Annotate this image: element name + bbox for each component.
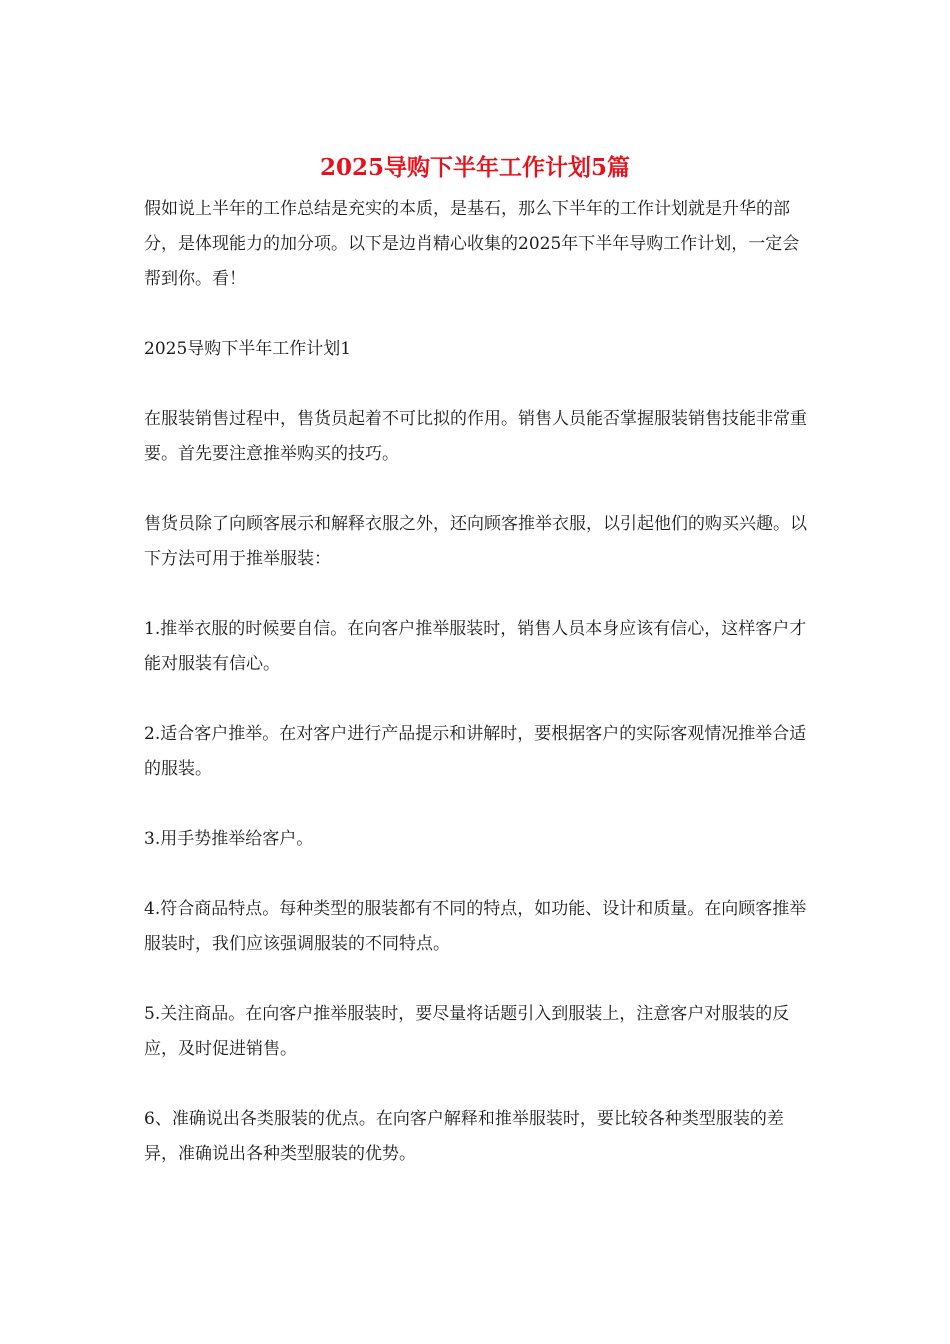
- list-item: 1.推举衣服的时候要自信。在向客户推举服装时，销售人员本身应该有信心，这样客户才能对服装有信心。: [144, 619, 807, 674]
- paragraph: 售货员除了向顾客展示和解释衣服之外，还向顾客推举衣服，以引起他们的购买兴趣。以下方法可用于推举服装：: [144, 514, 807, 569]
- list-item: 6、准确说出各类服装的优点。在向客户解释和推举服装时，要比较各种类型服装的差异，准确说出各种类型服装的优势。: [144, 1109, 784, 1164]
- list-item: 3.用手势推举给客户。: [144, 829, 314, 849]
- section-heading: 2025导购下半年工作计划1: [144, 339, 352, 359]
- list-item: 5.关注商品。在向客户推举服装时，要尽量将话题引入到服装上，注意客户对服装的反应，及时促进销售。: [144, 1004, 790, 1059]
- paragraph: 在服装销售过程中，售货员起着不可比拟的作用。销售人员能否掌握服装销售技能非常重要。首先要注意推举购买的技巧。: [144, 409, 807, 464]
- intro-paragraph: 假如说上半年的工作总结是充实的本质，是基石，那么下半年的工作计划就是升华的部分，是体现能力的加分项。以下是边肖精心收集的2025年下半年导购工作计划，一定会帮到你。看！: [144, 199, 800, 289]
- document-body: [144, 192, 814, 1207]
- list-item: 4.符合商品特点。每种类型的服装都有不同的特点，如功能、设计和质量。在向顾客推举服装时，我们应该强调服装的不同特点。: [144, 899, 807, 954]
- document-title: 2025导购下半年工作计划5篇: [319, 154, 631, 181]
- list-item: 2.适合客户推举。在对客户进行产品提示和讲解时，要根据客户的实际客观情况推举合适的服装。: [144, 724, 807, 779]
